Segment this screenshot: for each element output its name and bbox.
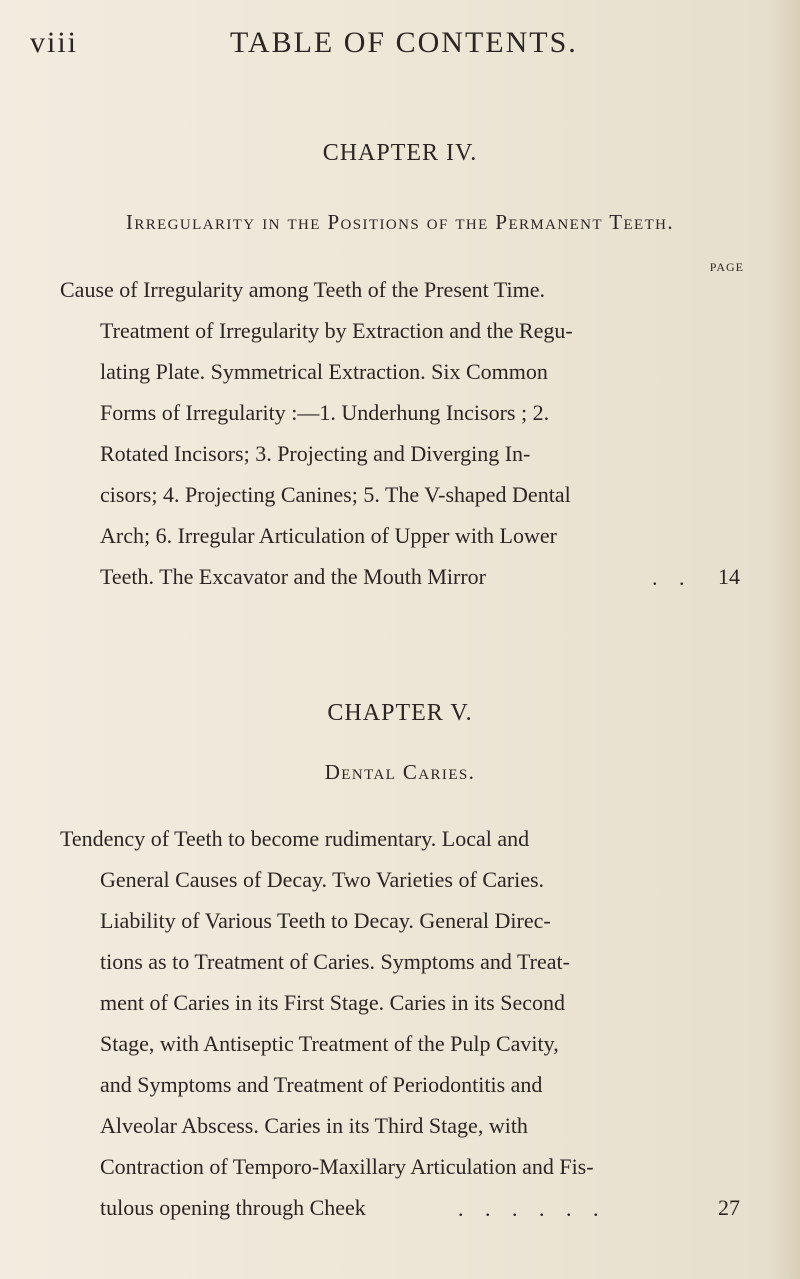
contents-line: and Symptoms and Treatment of Periodontitis and (100, 1072, 543, 1097)
dot-leader: . . . . . . (458, 1196, 607, 1221)
contents-line: ment of Caries in its First Stage. Caries in its Second (100, 990, 566, 1015)
contents-line: Rotated Incisors; 3. Projecting and Diverging In- (100, 441, 531, 466)
contents-line: Alveolar Abscess. Caries in its Third Stage, with (100, 1113, 528, 1138)
contents-line: General Causes of Decay. Two Varieties of Caries. (100, 867, 545, 892)
contents-line: Liability of Various Teeth to Decay. General Direc- (100, 908, 551, 933)
chapter-iv-title: CHAPTER IV. (322, 140, 478, 166)
contents-line: lating Plate. Symmetrical Extraction. Six Common (100, 359, 548, 384)
contents-line: Stage, with Antiseptic Treatment of the Pulp Cavity, (100, 1031, 559, 1056)
contents-line: Tendency of Teeth to become rudimentary. Local and (60, 826, 530, 851)
running-head: TABLE OF CONTENTS. (230, 26, 578, 59)
page-reference: 27 (718, 1195, 740, 1220)
chapter-v-contents (60, 828, 740, 1278)
chapter-v-subtitle: Dental Caries. (324, 760, 476, 784)
contents-line: Teeth. The Excavator and the Mouth Mirror (100, 564, 486, 589)
contents-line: Cause of Irregularity among Teeth of the Present Time. (60, 277, 546, 302)
contents-line: Contraction of Temporo-Maxillary Articulation and Fis- (100, 1154, 594, 1179)
chapter-iv-contents (60, 279, 740, 599)
contents-line: tions as to Treatment of Caries. Symptoms and Treat- (100, 949, 570, 974)
contents-line: Treatment of Irregularity by Extraction and the Regu- (100, 318, 573, 343)
chapter-iv-subtitle: Irregularity in the Positions of the Permanent Teeth. (125, 210, 675, 234)
contents-line: tulous opening through Cheek (100, 1195, 366, 1220)
contents-line: cisors; 4. Projecting Canines; 5. The V-shaped Dental (100, 482, 571, 507)
dot-leader: . . (652, 565, 693, 590)
page-number: viii (30, 26, 79, 59)
page-reference: 14 (718, 564, 740, 589)
contents-line: Arch; 6. Irregular Articulation of Upper with Lower (100, 523, 557, 548)
page-column-label: PAGE (709, 260, 744, 274)
contents-line: Forms of Irregularity :—1. Underhung Incisors ; 2. (100, 400, 550, 425)
chapter-v-title: CHAPTER V. (327, 700, 473, 726)
